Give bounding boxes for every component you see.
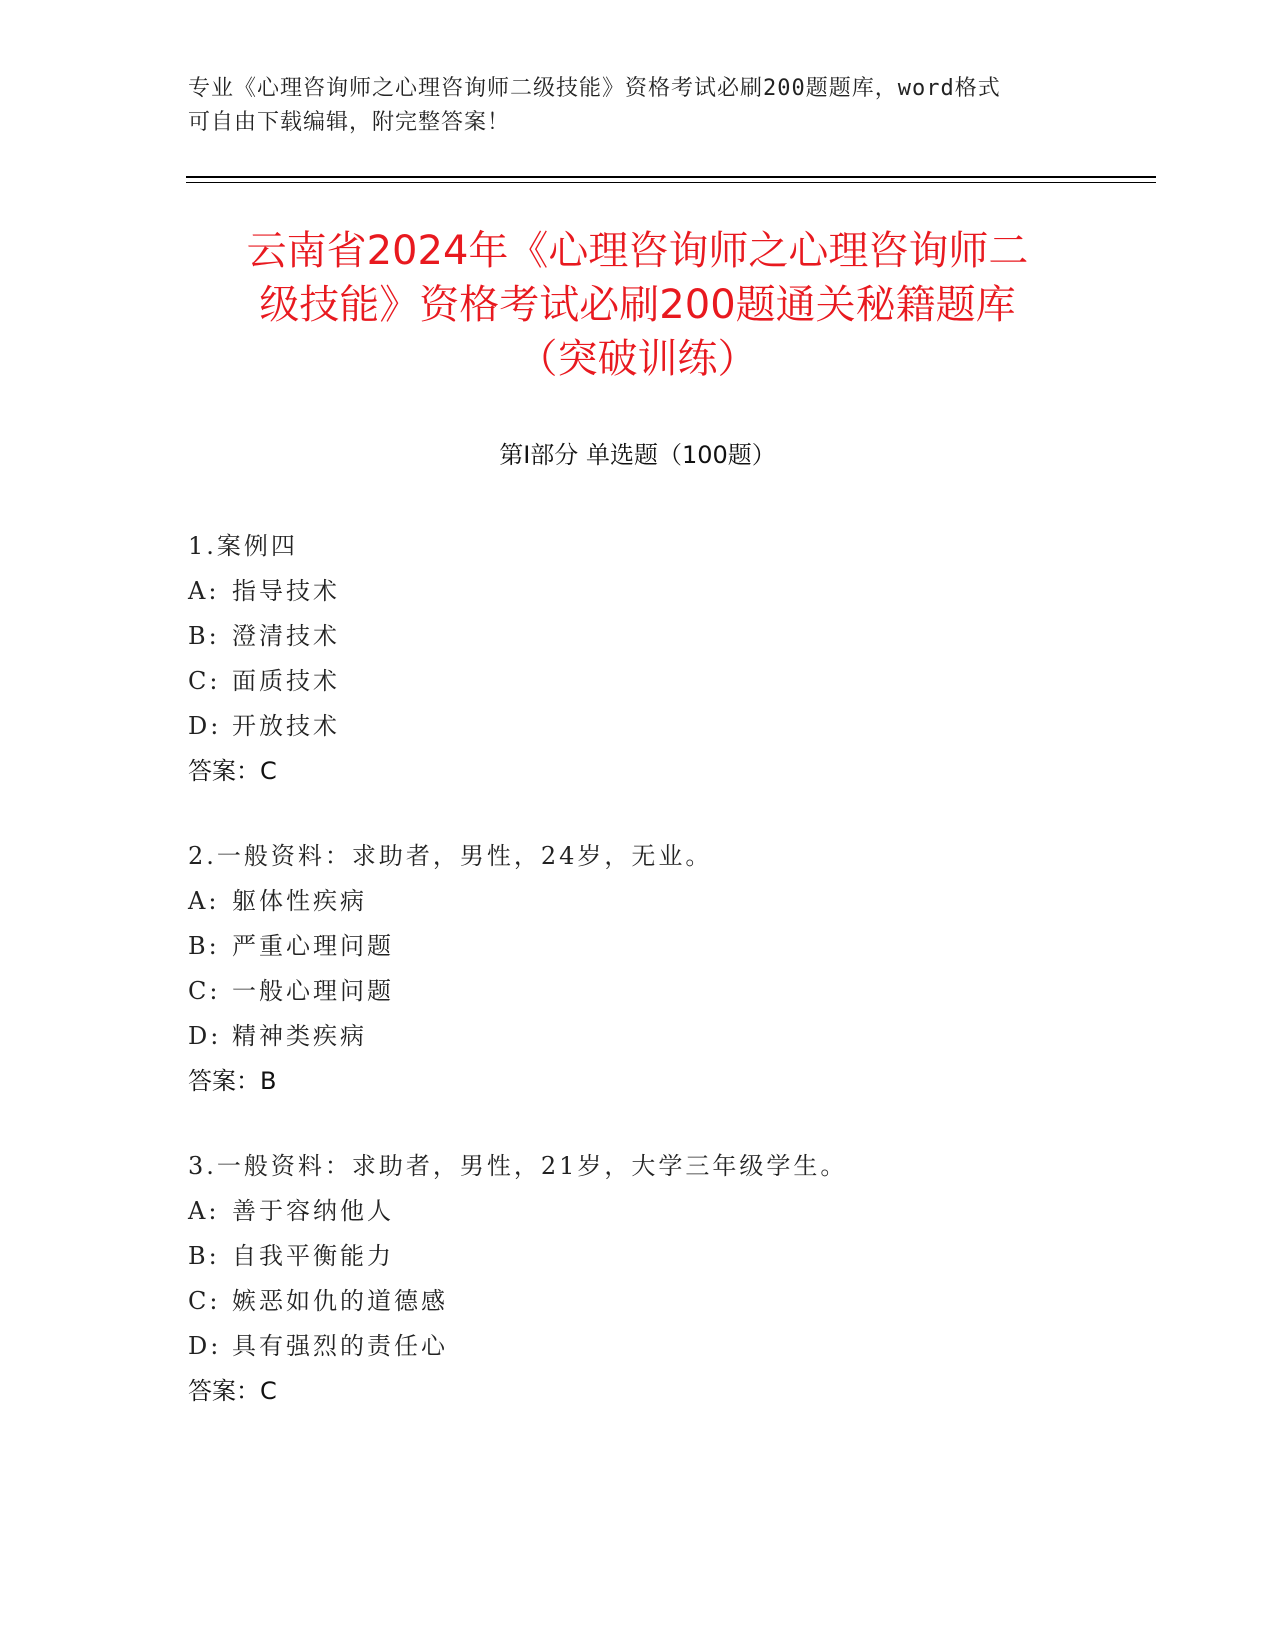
option-d: [188, 704, 1088, 749]
document-title: [180, 224, 1095, 386]
title-line-2: 级技能》资格考试必刷200题通关秘籍题库: [259, 282, 1016, 328]
option-key: C:: [188, 667, 221, 695]
option-text: 一般心理问题: [232, 977, 394, 1005]
header-note-line-1: 专业《心理咨询师之心理咨询师二级技能》资格考试必刷200题题库，word格式: [188, 76, 1001, 101]
option-key: C:: [188, 1287, 221, 1315]
section-heading: 第Ⅰ部分 单选题（100题）: [499, 441, 776, 469]
answer-line: 答案：B: [188, 1067, 277, 1095]
option-key: D:: [188, 1332, 222, 1360]
title-line-3: （突破训练）: [517, 336, 758, 382]
document-header-note: [188, 72, 1088, 140]
header-note-line-2: 可自由下载编辑，附完整答案！: [188, 110, 511, 135]
option-text: 躯体性疾病: [232, 887, 367, 915]
option-key: A:: [188, 887, 220, 915]
option-b: [188, 614, 1088, 659]
option-a: [188, 569, 1088, 614]
option-c: [188, 969, 1088, 1014]
option-key: B:: [188, 622, 220, 650]
question-stem: 1.案例四: [188, 532, 298, 560]
option-text: 自我平衡能力: [232, 1242, 394, 1270]
option-key: A:: [188, 1197, 220, 1225]
option-key: D:: [188, 712, 222, 740]
option-key: D:: [188, 1022, 222, 1050]
option-key: A:: [188, 577, 220, 605]
option-a: [188, 879, 1088, 924]
option-text: 指导技术: [232, 577, 340, 605]
answer-line: 答案：C: [188, 757, 277, 785]
option-b: [188, 1234, 1088, 1279]
option-c: [188, 1279, 1088, 1324]
title-line-1: 云南省2024年《心理咨询师之心理咨询师二: [246, 228, 1029, 274]
answer-line: 答案：C: [188, 1377, 277, 1405]
option-key: C:: [188, 977, 221, 1005]
question-2: [188, 834, 1088, 1104]
option-c: [188, 659, 1088, 704]
header-divider-thin: [186, 182, 1156, 183]
option-text: 严重心理问题: [232, 932, 394, 960]
option-text: 澄清技术: [232, 622, 340, 650]
question-stem: 2.一般资料：求助者，男性，24岁，无业。: [188, 842, 713, 870]
question-1: [188, 524, 1088, 794]
option-text: 具有强烈的责任心: [232, 1332, 448, 1360]
question-stem: 3.一般资料：求助者，男性，21岁，大学三年级学生。: [188, 1152, 848, 1180]
option-key: B:: [188, 932, 220, 960]
question-3: [188, 1144, 1088, 1414]
option-b: [188, 924, 1088, 969]
option-d: [188, 1324, 1088, 1369]
option-d: [188, 1014, 1088, 1059]
option-text: 嫉恶如仇的道德感: [232, 1287, 448, 1315]
header-divider-thick: [186, 176, 1156, 178]
question-list: [188, 524, 1088, 1454]
option-text: 面质技术: [232, 667, 340, 695]
option-key: B:: [188, 1242, 220, 1270]
option-a: [188, 1189, 1088, 1234]
option-text: 精神类疾病: [232, 1022, 367, 1050]
option-text: 善于容纳他人: [232, 1197, 394, 1225]
option-text: 开放技术: [232, 712, 340, 740]
